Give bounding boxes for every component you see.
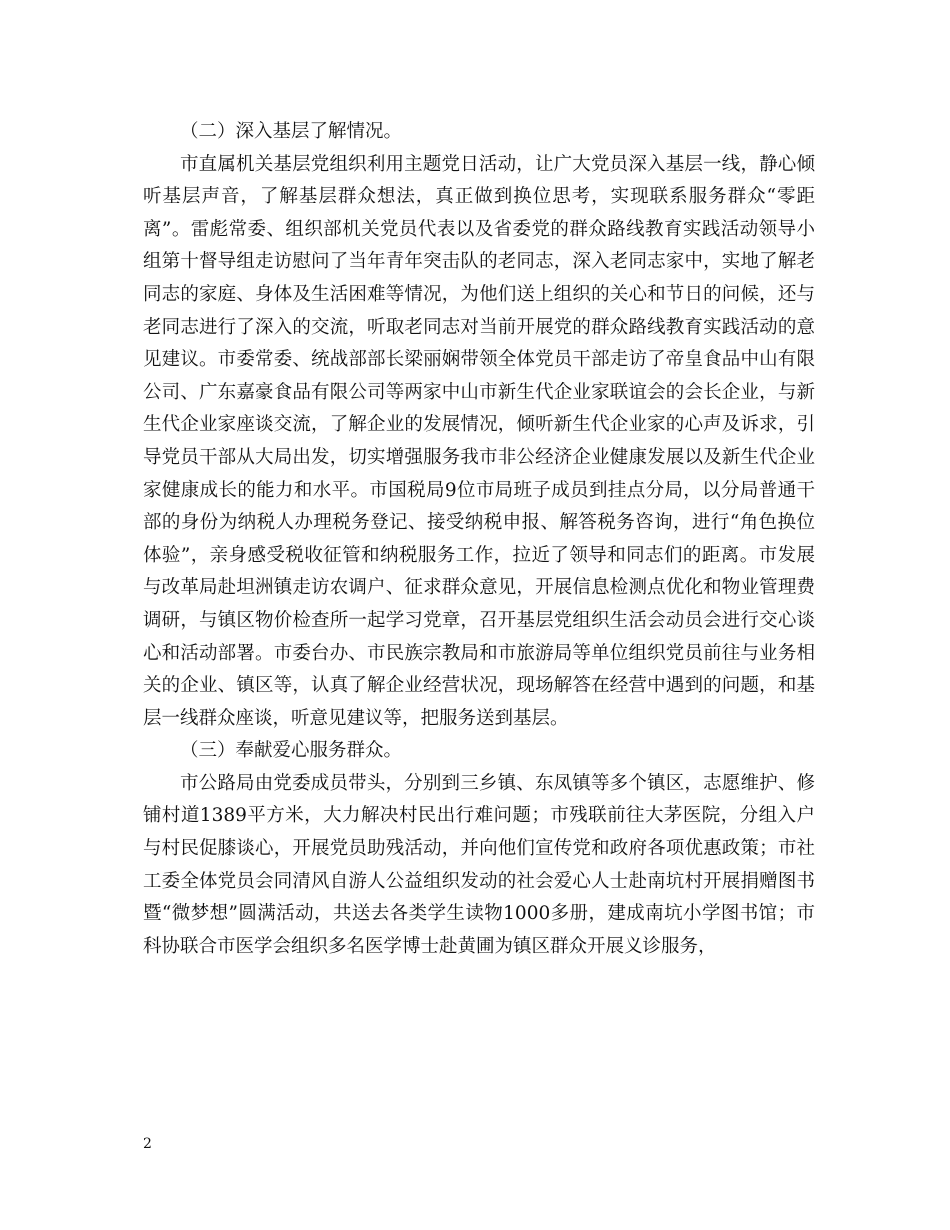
page-number: 2 bbox=[143, 1136, 152, 1152]
section-heading-2: （二）深入基层了解情况。 bbox=[180, 121, 403, 142]
section-paragraph-2: 市直属机关基层党组织利用主题党日活动，让广大党员深入基层一线，静心倾听基层声音，了解基层群众想法，真正做到换位思考，实现联系服务群众“零距离”。雷彪常委、组织部机关党员代表以及省委党的群众路线教育实践活动领导小组第十督导组走访慰问了当年青年突击队的老同志，深入老同志家中，实地了解老同志的家庭、身体及生活困难等情况，为他们送上组织的关心和节日的问候，还与老同志进行了深入的交流，听取老同志对当前开展党的群众路线教育实践活动的意见建议。市委常委、统战部部长梁丽娴带领全体党员干部走访了帝皇食品中山有限公司、广东嘉豪食品有限公司等两家中山市新生代企业家联谊会的会长企业，与新生代企业家座谈交流，了解企业的发展情况，倾听新生代企业家的心声及诉求，引导党员干部从大局出发，切实增强服务我市非公经济企业健康发展以及新生代企业家健康成长的能力和水平。市国税局9位市局班子成员到挂点分局，以分局普通干部的身份为纳税人办理税务登记、接受纳税申报、解答税务咨询，进行“角色换位体验”，亲身感受税收征管和纳税服务工作，拉近了领导和同志们的距离。市发展与改革局赴坦洲镇走访农调户、征求群众意见，开展信息检测点优化和物业管理费调研，与镇区物价检查所一起学习党章，召开基层党组织生活会动员会进行交心谈心和活动部署。市委台办、市民族宗教局和市旅游局等单位组织党员前往与业务相关的企业、镇区等，认真了解企业经营状况，现场解答在经营中遇到的问题，和基层一线群众座谈，听意见建议等，把服务送到基层。 bbox=[143, 153, 815, 729]
document-body bbox=[143, 116, 815, 963]
section-heading-3: （三）奉献爱心服务群众。 bbox=[180, 740, 403, 762]
section-paragraph-3: 市公路局由党委成员带头，分别到三乡镇、东凤镇等多个镇区，志愿维护、修铺村道1389平方米，大力解决村民出行难问题；市残联前往大茅医院，分组入户与村民促膝谈心，开展党员助残活动，并向他们宣传党和政府各项优惠政策；市社工委全体党员会同清风自游人公益组织发动的社会爱心人士赴南坑村开展捐赠图书暨“微梦想”圆满活动，共送去各类学生读物1000多册，建成南坑小学图书馆；市科协联合市医学会组织多名医学博士赴黄圃为镇区群众开展义诊服务， bbox=[143, 772, 815, 957]
